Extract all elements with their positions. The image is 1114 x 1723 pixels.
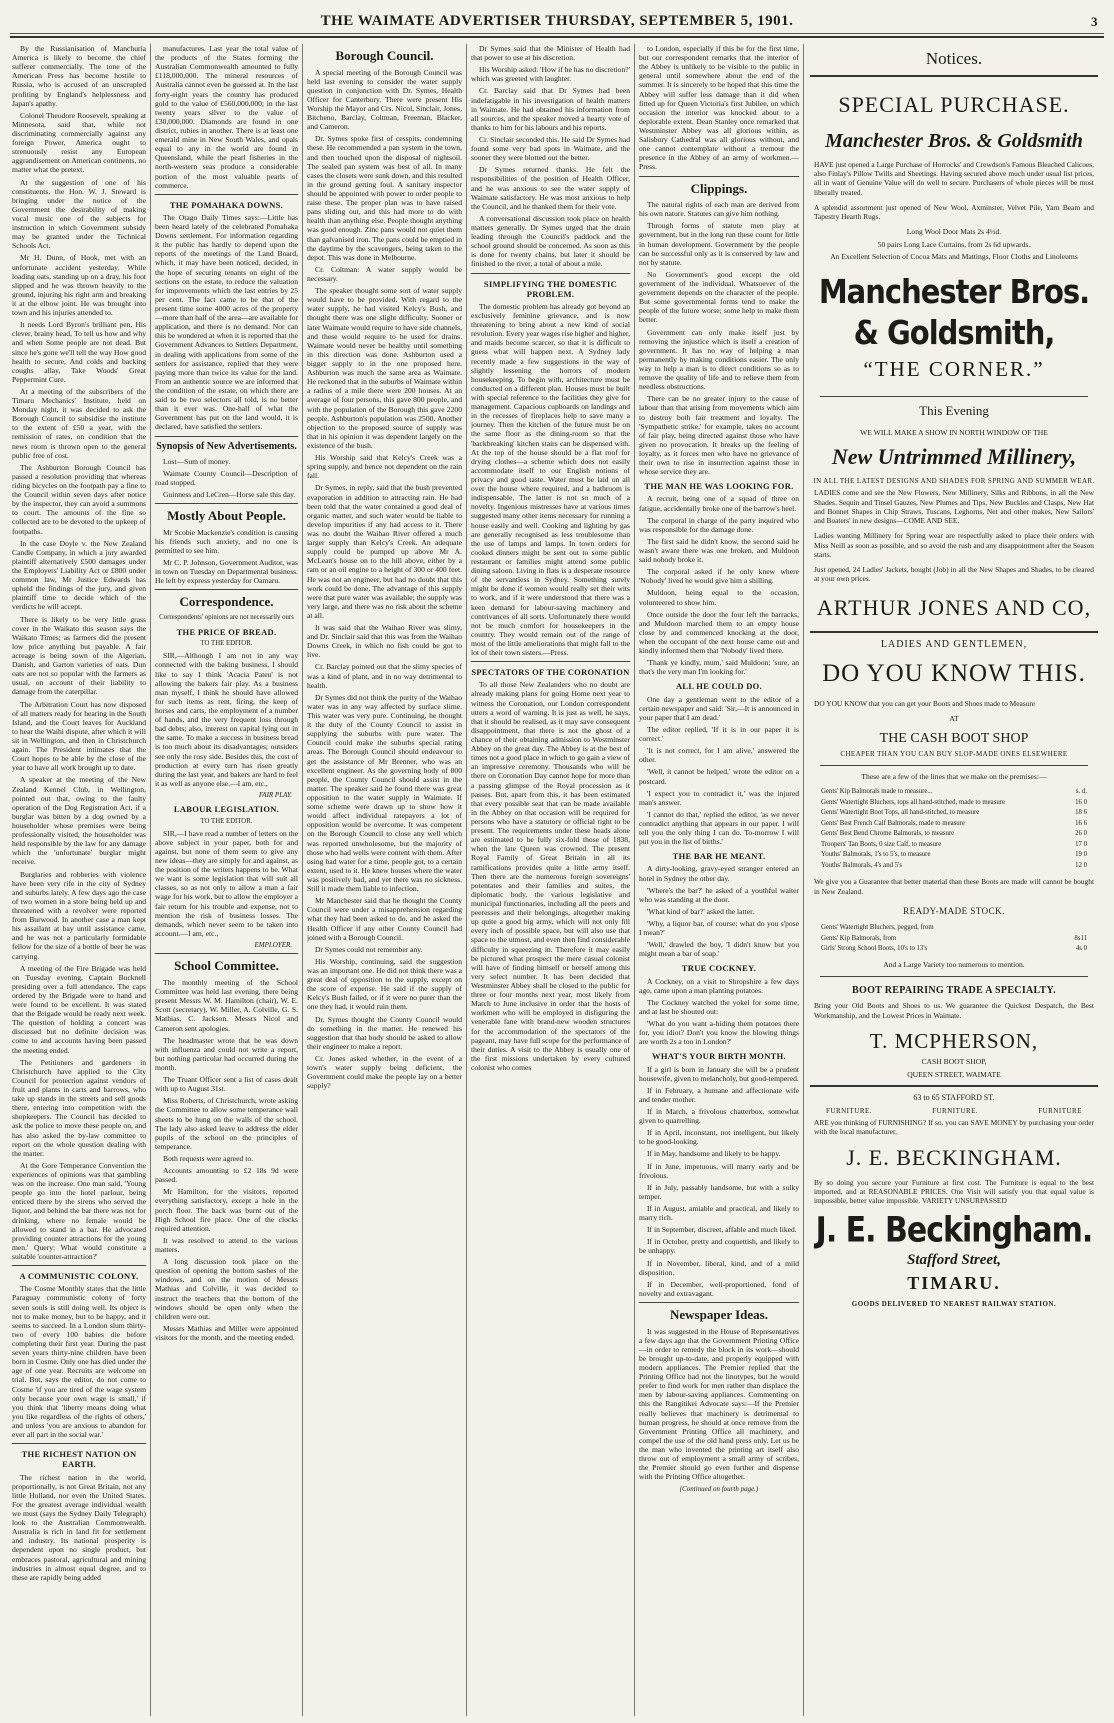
price-value: 8s11 <box>1074 934 1087 942</box>
paragraph: Dr Symes did not think the purity of the Waihao water was in any way affected by surface slime. This water was very pure. Continuing, he thought it the duty of the County Council to assist in supplying the suburbs with pure water. The Council could make the suburbs special rating areas. The Borough Council should endeavour to get the assistance of Mr Brenner, who was an excellent engineer. As the governing body of 800 people, the County Council should assist in the matter. The speaker said he found there was great opposition to the water supply in Waimate. If some scheme were drawn up to show how it would affect individual ratepayers a lot of opposition would be overcome. It was competent on the Borough Council to close any well which was reported unwholesome, but the majority of those who had wells were content with them. After using bad water for a time, people got, to a certain extent, used to it. He knew houses where the water was positively bad, and yet there was no sickness. Still it made them liable to infection. <box>307 692 462 894</box>
column-rule <box>302 44 303 1716</box>
col5-sub2-paras <box>639 695 799 847</box>
advertisements-column <box>806 44 1102 1716</box>
signature-employer: EMPLOYER. <box>254 941 292 950</box>
paragraph: Dr Symes, in reply, said that the bush prevented evaporation in addition to attracting rain. He had been told that the water contained a good deal of organic matter, and such water would be liable to develop impurities if any had access to it. There was no doubt the Waihao River offered a much larger supply than Kelcy's Creek. An adequate supply could be pumped up above Mr A. McLean's house on to the hill above, either by a ram or an oil engine to a height of 300 or 400 feet. He was not an engineer, but had no doubt that this work could be done. The advantage of this supply were that pure water was available; the supply was very large, and there was no risk about the scheme at all. <box>307 483 462 620</box>
paragraph: One day a gentleman went to the editor of a certain newspaper and said: 'Sir,—It is announced in your paper that I am dead.' <box>639 694 799 722</box>
paragraph: If in November, liberal, kind, and of a mild disposition. <box>639 1258 799 1277</box>
col2-subhead-bread: THE PRICE OF BREAD. <box>176 627 277 637</box>
divider <box>471 661 630 662</box>
paragraph: Dr Symes said that the Minister of Health had that power to use at his discretion. <box>471 44 630 63</box>
beckingham-banner: J. E. Beckingham. <box>815 1210 1093 1251</box>
price-row <box>819 923 1089 933</box>
col3-paras <box>307 68 462 1091</box>
price-item: Gents' Best Bend Chrome Balmorals, to measure <box>821 830 955 838</box>
paragraph: If in December, well-proportioned, fond of novelty and extravagant. <box>639 1279 799 1298</box>
price-value: 18 6 <box>1075 809 1087 817</box>
paragraph: Dr. Symes spoke first of cesspits, condemning these. He recommended a pan system in the town, and then touched upon the disposal of nightsoil. The sealed pan system was best of all. In many cases the closets were sunk down, and this resulted in the ground getting foul. A sanitary inspector should be appointed with power to order people to raise these. The proper plan was to have raised pans sliding out, and this had more to do with health than anything else. People thought anything was good enough. Zinc pans would not quiet them than galvanised iron. The pans could be emptied in the daytime by the scavengers, being taken to the depot. This was done in Melbourne. <box>307 134 462 262</box>
beckingham-heading: J. E. BECKINGHAM. <box>846 1145 1062 1171</box>
paragraph: Mr Hamilton, for the visitors, reported everything satisfactory, except a hole in the porch floor. The back was burnt out of the High School fire place. One of the clocks required attention. <box>155 1187 298 1233</box>
paragraph: To all those New Zealanders who no doubt are already making plans for going Home next year to witness the Coronation, our London correspondent utters a word of warning. It is just as well, he says, that it should be realised, as it may save consequent disappointment, that there is not the ghost of a chance of their obtaining admission to Westminster Abbey on the great day. The Abbey is at the best of times not a good place in which to go gain a view of an impressive ceremony. Thousands who will be there on Coronation Day cannot hope for more than a passing glimpse of the Royal procession as it passes. But, apart from this, it has been estimated that every possible seat that can be made available in the Abbey on that occasion will be required for persons who have a statutory or official right to be present. The requirements under these heads alone are estimated to be fully six-fold those of 1838, when the late Queen was crowned. The present Royal Family of Great Britain in all its ramifications provides quite a little army itself. Then there are the numerous foreign sovereigns' potentates and their families and suites, the diplomatic body, the various legislative and municipal functionaries, including all the peers and peeresses and their belongings, altogether making up quite a good big army, which will not only fill every inch of possible space, but will also use that space to the utmost, and even then find considerable difficulty in squeezing in. Therefore it may easily be pictured what prospect the mere casual colonist will have of finding himself or herself among this very select number. It has been decided that Westminster Abbey shall be closed to the public for three or four months next year, most likely from March to June inclusive in order that the hosts of workmen who will be employed in disfiguring the venerable fane with brand-new wooden structures for the accommodation of the spectators of the pageant, may have full scope for the performance of their duties. A visit to the Abbey is usually one of the first missions undertaken by every cultured colonist who comes <box>471 680 630 1072</box>
col5-paras <box>639 44 799 172</box>
to-the-editor: TO THE EDITOR. <box>200 640 253 648</box>
boot-repairing-text: Bring your Old Boots and Shoes to us. We guarantee the Quickest Despatch, the Best Workmanship, and the Lowest Prices in Waimate. <box>814 1001 1094 1020</box>
col4-subhead-coronation: SPECTATORS OF THE CORONATION <box>471 667 630 678</box>
divider <box>155 194 298 195</box>
price-table <box>819 787 1089 871</box>
paragraph: The Ashburton Borough Council has passed a resolution providing that whereas riding bicycles on the footpath pay a fine to the Council within seven days after notice by the inspector, they can avoid a summons to court. The amounts of the fine so collected are to be devoted to the upkeep of footpaths. <box>12 462 146 536</box>
col1-sub2-paras <box>12 1473 146 1582</box>
paragraph: If a girl is born in January she will be a prudent housewife, given to melancholy, but good-tempered. <box>639 1064 799 1083</box>
furniture-label: FURNITURE. <box>932 1107 979 1116</box>
paragraph: SIR,—Although I am not in any way connected with the baking business, I should like to say I think 'Acacia Pateu' is not allowing the bakers fair play. As a business man myself, I think he should have allowed for such items as rent, firing, the keep of horses and carts, the employment of a number of hands, and the very frequent loss through bad debts; also, interest on capital lying out in the same. To make a success in business bread is too much about its disadvantages; outsiders see only the rosy side. Besides this, the cost of production at every turn has risen greatly during the last year, and bakers are hard to feel it as well as anyone else.—I am, etc., <box>155 651 298 788</box>
col5-subhead-cockney: TRUE COCKNEY. <box>681 963 757 974</box>
curtains-text: 50 pairs Long Lace Curtains, from 2s 6d upwards. <box>877 239 1031 249</box>
manchester-bros-text: HAVE just opened a Large Purchase of Horrocks' and Crewdson's Famous Bleached Calicoes, also Finlay's Pillow Twills and Sheetings. Having secured above much under usual list prices, all in want of Genuine Value will do well to secure. Purchasers of whole pieces will be most liberally treated. <box>814 159 1094 197</box>
paragraph: to London, especially if this be for the first time, but our correspondent remarks that the interior of the Abbey is unlikely to be visible to the public in general until somewhere about the end of the summer. It is sincerely to be hoped that this time the Abbey will suffer less damage than it did when fitted up for Queen Victoria's first Jubilee, on which occasion the interior was knocked about to a deplorable extent. Dean Stanley once remarked that Westminster Abbey was all glorious within, as Salisbury Cathedral was all glorious without, and one cannot contemplate without a tremour the presence in the Abbey of an army of workmen.—Press. <box>639 44 799 172</box>
column-rule <box>803 44 804 1716</box>
synopsis-item: Waimate County Council—Description of road stopped. <box>155 468 298 487</box>
variety-text: And a Large Variety too numerous to mention. <box>883 960 1025 970</box>
price-row <box>819 861 1089 871</box>
paragraph: There is likely to be very little grass cover in the Waikato this season says the Waikato Times; as farmers did the present low price anything but payable. A fair acreage is being sown of the Algerian, Danish, and Garton varieties of oats. Dun oats are not so popular with the farmers as usual, on account of their liability to damage from the caterpillar. <box>12 614 146 697</box>
synopsis-item: Lost—Sum of money. <box>163 456 231 466</box>
paragraph: The Petitioners and gardeners in Christchurch have applied to the City Council for protection against vendors of fruit and plants in carts and barrows, who take up stands in the streets and sell goods there, entering into competition with the shopkeepers. The Council has decided to ask the police to move these people on, and has also asked the by-law committee to report on the whole question dealing with the matter. <box>12 1057 146 1158</box>
paragraph: The corporal asked if he only knew where 'Nobody' lived he would give him a shilling. <box>639 567 799 586</box>
paragraph: Cr. Sinclair seconded this. He said Dr Symes had found some very bad spots in Waimate, and the sooner they were blotted out the better. <box>471 134 630 163</box>
at-text: AT <box>949 714 959 724</box>
furniture-row <box>826 1107 1082 1116</box>
divider <box>471 273 630 274</box>
ad-divider <box>820 765 1088 766</box>
col2-heading-synopsis: Synopsis of New Advertisements. <box>156 440 297 452</box>
goods-delivered-text: GOODS DELIVERED TO NEAREST RAILWAY STATION. <box>851 1300 1057 1309</box>
col4-sub1-paras <box>471 302 630 657</box>
paragraph: If in August, amiable and practical, and likely to marry rich. <box>639 1204 799 1223</box>
column-rule <box>466 44 467 1716</box>
paragraph: The monthly meeting of the School Committee was held last evening, there being present Messrs W. M. Hamilton (chair), W. E. Scott (secretary), W. Miller, A. Colville, G. S. Mathias, C. Jackson. Messrs Nicol and Cameron sent apologies. <box>155 978 298 1033</box>
ad-divider <box>810 1085 1098 1087</box>
cash-boot-shop-heading: THE CASH BOOT SHOP <box>879 730 1029 746</box>
cocoa-mats-text: An Excellent Selection of Cocoa Mats and Mattings, Floor Cloths and Linoleums <box>830 252 1078 262</box>
paragraph: The Truant Officer sent a list of cases dealt with up to August 31st. <box>155 1075 298 1094</box>
col4-paras <box>471 44 630 269</box>
divider <box>12 1265 146 1266</box>
paragraph: A special meeting of the Borough Council was held last evening to consider the water supply question in conjunction with Dr. Symes, Health Officer for Canterbury. There were present His Worship the Mayor and Crs. Nicol, Sinclair, Jones, Bitcheno, Barclay, Coltman, Freeman, Blacker, and Cameron. <box>307 67 462 132</box>
ad-divider <box>810 75 1098 77</box>
price-item: Gents' Best French Calf Balmorals, made to measure <box>821 819 965 827</box>
col3-heading-borough: Borough Council. <box>335 48 434 63</box>
price-value: 4s 0 <box>1075 945 1087 952</box>
paragraph: 'Thank ye kindly, mum,' said Muldoon; 'sure, an that's the very man I'm looking for.' <box>639 658 799 677</box>
mcpherson-shop: CASH BOOT SHOP, <box>921 1057 987 1067</box>
paragraph: Mr Manchester said that he thought the County Council were under a misapprehension regarding what they had been asked to do, and he asked the Health Officer if any other County Council had joined with a Borough Council. <box>307 896 462 942</box>
price-row <box>819 798 1089 808</box>
col5-subhead-birth: WHAT'S YOUR BIRTH MONTH. <box>652 1051 786 1062</box>
continued-note: (Continued on fourth page.) <box>679 1485 759 1494</box>
latest-designs-text: IN ALL THE LATEST DESIGNS AND SHADES FOR SPRING AND SUMMER WEAR. <box>813 476 1095 485</box>
col1-subhead-communistic: A COMMUNISTIC COLONY. <box>19 1271 139 1282</box>
price-value: 19 0 <box>1075 851 1087 859</box>
paragraph: 'It is not correct, for I am alive,' answered the other. <box>639 746 799 765</box>
divider <box>155 436 298 437</box>
paragraph: 'Why, a liquor bar, of course; what do you s'pose I mean?' <box>639 919 799 938</box>
paragraph: A conversational discussion took place on health matters generally. Dr Symes urged that the drain leading through the Council's paddock and the school ground should be concerned. As soon as this is done for twenty chains, but later it should be finished to the river, a total of about a mile. <box>471 213 630 269</box>
divider <box>155 953 298 954</box>
synopsis-item: Guinness and LeCren—Horse sale this day. <box>163 489 296 499</box>
price-value: 16 0 <box>1075 798 1087 806</box>
paragraph: A meeting of the Fire Brigade was held on Tuesday evening, Captain Bucknell presiding over a full attendance. The caps ordered by the Brigade were to hand and were found to be excellent. It was stated that the Brigade would be ready next week. The question of holding a concert was discussed but no definite decision was come to and accounts having been passed the meeting ended. <box>12 963 146 1055</box>
furniture-label: FURNITURE <box>1038 1107 1082 1116</box>
price-row <box>819 850 1089 860</box>
col5-sub4-paras <box>639 977 799 1047</box>
column-3 <box>307 44 462 1716</box>
do-you-know-text: DO YOU KNOW that you can get your Boots and Shoes made to Measure <box>814 698 1036 708</box>
col2-heading-correspondence: Correspondence. <box>179 594 274 610</box>
masthead-rule <box>10 36 1104 38</box>
price-value: 17 0 <box>1075 840 1087 848</box>
boot-repairing-heading: BOOT REPAIRING TRADE A SPECIALTY. <box>852 984 1056 996</box>
masthead <box>10 10 1104 34</box>
paragraph: It needs Lord Byron's brilliant pen, His clever, brainy head, To tell us how and why and when Some people are not dead. But since he's gone we'll tell the way How good health to secure, And colds and backing coughs allay, Take Woods' Great Peppermint Cure. <box>12 320 146 384</box>
paragraph: 'Well,' drawled the boy, 'I didn't know but you might mean a bar of soap.' <box>639 940 799 959</box>
ready-made-table <box>819 923 1089 954</box>
col5-sub5-paras <box>639 1065 799 1298</box>
paragraph: Once outside the door the four left the barracks, and Muldoon marched them to an empty house close by and commenced knocking at the door, when the occupant of the next house came out and kindly informed them that 'Nobody' lived there. <box>639 609 799 656</box>
special-purchase-heading: SPECIAL PURCHASE. <box>838 92 1070 118</box>
price-item: Youths' Balmorals, 4's and 5's <box>821 861 902 869</box>
column-rule <box>150 44 151 1716</box>
price-row <box>819 819 1089 829</box>
paragraph: A long discussion took place on the question of opening the bottom sashes of the windows, and on the motion of Messrs Mathias and Colville, it was decided to instruct the teachers that the bottom of the windows should be open only when the children were out. <box>155 1257 298 1321</box>
paragraph: There can be no greater injury to the cause of labour than that arising from movements which aim to destroy both fair treatment and loyalty. The 'Sympathetic strike,' for example, takes no account of fair play, being directed against those who have given no provocation. It breaks up the feeling of loyalty, as it forces men who have no grievance of their own to rise in insurrection against those in whose service they are. <box>639 394 799 477</box>
col4-sub2-paras <box>471 680 630 1072</box>
divider <box>155 589 298 590</box>
paragraph: A dirty-looking, gravy-eyed stranger entered an hotel in Sydney the other day. <box>639 864 799 883</box>
paragraph: Muldoon, being equal to the occasion, volunteered to show him. <box>639 588 799 607</box>
paragraph: The Cockney watched the yokel for some time, and at last he shouted out: <box>639 997 799 1016</box>
paragraph: Dr Symes returned thanks. He felt the responsibilities of the position of Health Officer, and he was anxious to see the water supply of Waimate satisfactory. He was most anxious to help the Council, and he thanked them for their vote. <box>471 165 630 211</box>
mcpherson-street: QUEEN STREET, WAIMATE <box>907 1069 1001 1079</box>
col1-subhead-richest: THE RICHEST NATION ON EARTH. <box>21 1449 137 1470</box>
paragraph: The Otago Daily Times says:—Little has been heard lately of the celebrated Pomahaka Downs settlement. For information regarding it the public has hardly to depend upon the reports of the meetings of the Land Board, which, it may have been noticed, decided, in the hope of securing tenants on eight of the sections on the estate, to reduce the valuation for improvements which the last entries by 25 per cent. The fact came to be that of the present time some 4000 acres of the property—more than half of the area—are available for application, and there is no demand. Nor can this be wondered at when it is reported that the Government Advances to Settlers Department, in dealing with applications from some of the settlers for assistance, replied that they were paying more than twice its value for the land. From an authentic source we are informed that the condition of the estate, on which there are said to be two selectors all told, is no better than it ever was. One-half of what the Government has put on the land would, it is declared, have satisfied the settlers. <box>155 212 298 432</box>
paragraph: Cr. Coltman: A water supply would be necessary. <box>307 264 462 283</box>
manchester-bros-banner: Manchester Bros. & Goldsmith, <box>818 271 1090 353</box>
price-value: s. d. <box>1075 788 1087 796</box>
col5-subhead-all: ALL HE COULD DO. <box>675 681 763 692</box>
paragraph: The editor replied, 'If it is in our paper it is correct.' <box>639 724 799 744</box>
paragraph: His Worship, continuing, said the suggestion was an important one. He did not think there was a great deal of opposition to the supply, except on the score of expense. He said if the supply of Kelcy's Bush failed, or if it were no purer than the one they had, it would ruin them. <box>307 956 462 1012</box>
col5-heading-newspaper: Newspaper Ideas. <box>670 1307 768 1322</box>
price-row <box>819 808 1089 818</box>
paragraph: A Cockney, on a visit to Shropshire a few days ago, came upon a man planting potatoes. <box>639 976 799 995</box>
ready-made-heading: READY-MADE STOCK. <box>903 905 1005 916</box>
price-value: 26 0 <box>1075 830 1087 838</box>
paragraph: The Arbitration Court has now disposed of all matters ready for hearing in the South Island, and the Court leaves for Auckland to hear the Waihi dispute, after which it will sit in Wellington, and then in Christchurch again. The President intimates that the Court hopes to be able by the close of the year to have all work brought up to date. <box>12 699 146 773</box>
paragraph: Cr. Jones asked whether, in the event of a town's water supply being deficient, the Government could make the people lay on a better supply? <box>307 1053 462 1091</box>
col1-paras <box>12 44 146 1261</box>
paragraph: 'What kind of bar?' asked the latter. <box>647 906 755 916</box>
paragraph: Mr C. P. Johnson, Government Auditor, was in town on Tuesday on Departmental business. He left by express yesterday for Oamaru. <box>155 557 298 586</box>
paragraph: If in July, passably handsome, but with a sulky temper. <box>639 1182 799 1201</box>
do-you-know-heading: DO YOU KNOW THIS. <box>822 659 1086 687</box>
correspondence-note: Correspondents' opinions are not necessarily ours <box>159 613 294 621</box>
lines-intro: These are a few of the lines that we make on the premises:— <box>861 771 1047 781</box>
paragraph: The corporal in charge of the party inquired who was responsible for the damage done. <box>639 515 799 534</box>
ad-divider <box>820 396 1088 397</box>
col2-heading-school: School Committee. <box>174 958 279 974</box>
price-row <box>819 829 1089 839</box>
paragraph: 'I cannot do that,' replied the editor, 'as we never contradict anything that appears in our paper. I will tell you the only thing I can do. To-morrow I will put you in the list of births.' <box>639 809 799 847</box>
paragraph: The speaker thought some sort of water supply would have to be provided. With regard to the water supply, he had visited Kelcy's Bush, and thought there was one slight difficulty. Sooner or later Waimate would require to have side channels, and these would require to be used for drains. Waimate would never be healthy until something in this direction was done. Ashburton used a bigger supply to in the one proposed here. Ashburton was much the same area as Waimate. He reckoned that in the suburbs of Waimate within a radius of a mile there were 200 houses. At an average of four persons, this gave 800 people, and with the population of the Borough this gave 2200 people. Ashburton's population was 2500. Another objection to the proposed source of supply was that in his opinion it was dependent largely on the existence of the bush. <box>307 286 462 450</box>
paragraph: By the Russianisation of Manchuria America is likely to become the chief sufferer commercially. The tone of the American Press has become hostile to Russia, who is accused of an unscrupled profiting by England's helplessness and Japan's apathy. <box>12 44 146 108</box>
masthead-title: THE WAIMATE ADVERTISER THURSDAY, SEPTEMBER 5, 1901. <box>320 13 794 29</box>
paragraph: Government can only make itself just by removing the injustice which is itself a creation of government. It has no way of helping a man permanently by making conditions easier. The only way to help a man is to direct conditions so as to remove the quality of life and to relieve them from needless obstructions. <box>639 327 799 392</box>
price-item: Gents' Watertight Bluchers, pegged, from <box>821 924 934 932</box>
stafford-street: Stafford Street, <box>907 1252 1001 1269</box>
manchester-bros-heading: Manchester Bros. & Goldsmith <box>825 129 1083 152</box>
col5-clip-paras <box>639 200 799 476</box>
ladies-millinery-note: Ladies wanting Millinery for Spring wear are respectfully asked to place their orders with Miss Neill as soon as possible, and so avoid the rush and any disappointment after the Season starts. <box>814 531 1094 559</box>
page-number: 3 <box>1091 13 1098 29</box>
ad-divider <box>810 631 1098 633</box>
column-1 <box>12 44 146 1716</box>
paragraph: Through forms of statute men play at government, but in the long run these count for little in human development. Government by the people can be successful only as it is conserved by law and not by statute. <box>639 221 799 267</box>
divider <box>639 176 799 177</box>
ladies-gentlemen-heading: LADIES AND GENTLEMEN, <box>880 639 1028 651</box>
col5-news-paras <box>639 1327 799 1482</box>
paragraph: The richest nation in the world, proportionally, is not Great Britain, not any little Holland, nor even the United States. For the greatest average individual wealth we must (says the Sydney Daily Telegraph) look to the Australian Commonwealth. Australia is rich in land fit for settlement and industry. Its national prosperity is dependent upon no single product, but embraces pastoral, agricultural and mining industries in almost equal degree, and to these are rapidly being added <box>12 1472 146 1582</box>
paragraph: Dr Symes could not remember any. <box>315 944 423 954</box>
rugs-text: A splendid assortment just opened of New Wool, Axminster, Velvet Pile, Yarn Beam and Tapestry Hearth Rugs. <box>814 202 1094 221</box>
paragraph: If in April, inconstant, not intelligent, but likely to be good-looking. <box>639 1128 799 1147</box>
the-corner-heading: “THE CORNER.” <box>863 357 1045 382</box>
paragraph: Dr. Symes thought the County Council would do something in the matter. He renewed his suggestion that that body should be asked to allow their engineer to make a report. <box>307 1014 462 1051</box>
north-window-text: WE WILL MAKE A SHOW IN NORTH WINDOW OF THE <box>860 427 1048 437</box>
guarantee-text: We give you a Guarantee that better material than these Boots are made will cannot be bought in New Zealand. <box>814 877 1094 896</box>
col2-school-paras <box>155 978 298 1342</box>
paragraph: His Worship asked: 'How if he has no discretion?' which was greeted with laughter. <box>471 65 630 84</box>
paragraph: In the case Doyle v. the New Zealand Candle Company, in which a jury awarded plaintiff alternatively £500 damages under the Employers' Liability Act or £800 under common law, Mr Justice Edwards has upheld the findings of the jury, and given plaintiff time to decide which of the verdicts he will accept. <box>12 538 146 612</box>
col2-paras <box>155 44 298 190</box>
price-value: 12 0 <box>1075 861 1087 869</box>
paragraph: It was resolved to attend to the various matters. <box>155 1235 298 1254</box>
ad-divider <box>820 976 1088 977</box>
paragraph: manufactures. Last year the total value of the products of the States forming the Australian Commonwealth amounted to fully £118,000,000. The mineral resources of Australia cannot even be guessed at. In the last forty-eight years the country has produced gold to the value of £560,000,000; in the last twenty years silver to the value of £30,000,000. Diamonds are found in one district, rubies in another. There is at least one emerald mine in New South Wales, and opals equal to any in the world are found in Queensland, while the pearl fisheries in the north-western seas produce a considerable portion of the most valuable pearls of commerce. <box>155 44 298 190</box>
paragraph: His Worship said that Kelcy's Creek was a spring supply, and hence not dependent on the rain fall. <box>307 453 462 481</box>
col5-subhead-man: THE MAN HE WAS LOOKING FOR. <box>644 481 794 492</box>
price-item: Gents' Watertight Bluchers, tops all hand-stitched, made to measure <box>821 798 1006 806</box>
paragraph: 'I expect you to contradict it,' was the injured man's answer. <box>639 788 799 807</box>
price-item: Youths' Balmorals, 1's to 5's, to measure <box>821 851 931 859</box>
paragraph: The headmaster wrote that he was down with influenza and could not write a report, but nothing particular had occurred during the month. <box>155 1035 298 1072</box>
price-value <box>1049 923 1089 933</box>
this-evening-heading: This Evening <box>919 403 989 419</box>
col1-sub1-paras <box>12 1284 146 1439</box>
paragraph: The Cosme Monthly states that the little Paraguay communistic colony of forty seven souls is still doing well. Its object is not to make money, but to be happy, and it seems to succeed. In a London slum thirty-two of every 100 babies die before completing their first year. During the past seven years thirty-nine children have been born in Cosme. Only one has died under the age of one year. Recruits are welcome on trial. But, says the editor, do not come to Cosme 'if you are tired of the wage system only because your own wage is small,' if you think that 'liberty means doing what you like regardless of the rights of others,' and unless 'you are anxious to abandon for ever all part in the social war.' <box>12 1284 146 1440</box>
paragraph: Cr. Barclay said that Dr Symes had been indefatigable in his investigation of health matters in Waimate. He had obtained his information from all sources, and the speaker moved a hearty vote of thanks to him for his labours and his reports. <box>471 86 630 132</box>
door-mats-text: Long Wool Door Mats 2s 4½d. <box>906 227 1002 237</box>
paragraph: The first said he didn't know, the second said he wasn't aware there was one broken, and Muldoon said nobody broke it. <box>639 536 799 565</box>
stafford-address: 63 to 65 STAFFORD ST. <box>913 1093 995 1103</box>
paragraph: The domestic problem has already got beyond an exclusively feminine grievance, and is now threatening to bring about a new kind of social revolution. Every year wages rise higher and higher, and maids become scarcer, so that it is difficult to guess what will happen next. A Sydney lady recently made a few suggestions in the way of slightly lessening the horrors of modern housekeeping. To begin with, architecture must be conducted on a different plan. Houses must be built with special reference to the facilities they give for management. Capacious cupboards on landings and in the recesses of fireplaces help to save many a journey. Then the kitchen of the future must be on the same floor as the dining-room so that the 'backbreaking' kitchen stairs can be dispensed with. At the top of the house should be a flat roof for drying clothes—a scheme which does not easily accommodate itself to our English notions of privacy and good taste. Water must be laid on all over the house where required, and a bathroom is indispensable. The latter is not so much of a novelty. Ingenious mistresses have at various times suggested many other items necessary for running a house easily and well. Cooking and lighting by gas are generally recognised as less troublesome than the use of lamps and lamps. In town orders for cooked dinners might be sent out to some public restaurant or families might attend some public dining saloon. Living in flats is a desperate resource of the servantless in Sydney. Something surely might be done if women would really set their wits to work, and if it were understood that there was a keen demand for labour-saving machinery and contrivances of all sorts. Unfortunately there would not be much comfort for housekeepers in the country. They would remain out of the range of most of the little ameliorations that might fall to the lot of their town sisters.—Press. <box>471 301 630 658</box>
paragraph: 'Well, it cannot be helped,' wrote the editor on a postcard. <box>639 767 799 786</box>
jackets-text: Just opened, 24 Ladies' Jackets, bought (Job) in all the New Shapes and Shades, to be cleared at your own prices. <box>814 565 1094 584</box>
paragraph: It was suggested in the House of Representatives a few days ago that the Government Printing Office—in order to remedy the block in its work—should be brought up-to-date, and properly equipped with modern appliances. The Premier replied that the Printing Office had not the linotypes, but he would prefer to find work for men rather than displace the men by labour-saving appliances. Commenting on this the Rangitikei Advocate says:—If the Premier really believes that machinery is detrimental to human progress, he should at once remove from the Government Printing Office all machinery, and compel the use of the old hand press only. Let us be the man who invented the printing art itself also throw out of employment a small army of scribes, the Premier should go even further and dispense with the Printing Office altogether. <box>639 1326 799 1482</box>
price-row <box>819 840 1089 850</box>
col5-sub1-paras <box>639 494 799 676</box>
paragraph: Cr. Barclay pointed out that the slimy species of was a kind of plant, and in no way detrimental to health. <box>307 662 462 690</box>
paragraph: A recruit, being one of a squad of three on fatigue, accidentally broke one of the barrow's heel. <box>639 494 799 513</box>
signature-fair-play: FAIR PLAY. <box>258 790 292 799</box>
paragraph: At a meeting of the subscribers of the Timaru Mechanics' Institute, held on Monday night, it was decided to ask the Borough Council to subsidise the institute to the extent of £50 a year, with the remission of rates, on condition that the news room is thrown open to the general public free of cost. <box>12 386 146 460</box>
col2-ads-list <box>155 457 298 499</box>
paragraph: Mr Scobie Mackenzie's condition is causing his friends such anxiety, and no one is permitted to see him. <box>155 527 298 555</box>
column-rule <box>634 44 635 1716</box>
paragraph: Mr H. Dunn, of Hook, met with an unfortunate accident yesterday. While loading oats, standing up on a dray, his foot slipped and he was thrown heavily to the ground, injuring his right arm and breaking it at the elbow joint. He was brought into town and his injuries attended to. <box>12 253 146 318</box>
paragraph: It was said that the Waihao River was slimy, and Dr. Sinclair said that this was from the Waihao Downs Creek, in which no fish could be got to live. <box>307 623 462 660</box>
arthur-jones-heading: ARTHUR JONES AND CO, <box>816 594 1092 620</box>
col2-bread-paras <box>155 651 298 788</box>
paragraph: Miss Roberts, of Christchurch, wrote asking the Committee to allow some temperance wall sheets to be hung on the walls of the school. The lady also asked leave to address the elder pupils of the school on the principles of temperance. <box>155 1096 298 1151</box>
furniture-label: FURNITURE. <box>826 1107 873 1116</box>
paragraph: If in September, discreet, affable and much liked. <box>647 1225 797 1235</box>
divider <box>12 1443 146 1444</box>
notices-heading: Notices. <box>925 49 983 68</box>
paragraph: Accounts amounting to £2 18s 9d were passed. <box>155 1166 298 1185</box>
paragraph: 'Where's the bar?' he asked of a youthful waiter who was standing at the door. <box>639 885 799 904</box>
paragraph: No Government's good except the old government of the individual. Whatsoever of the government depends on the character of the people. But some governmental forms tend to make the people of the future worse; some help to make them better. <box>639 269 799 325</box>
divider <box>155 503 298 504</box>
price-row <box>819 944 1089 954</box>
col5-sub3-paras <box>639 864 799 958</box>
beckingham-text: By so doing you secure your Furniture at first cost. The Furniture is equal to the best imported, and at REASONABLE PRICES. One Visit will satisfy you that equal value is impossible, better value impossible. VARIETY UNSURPASSED <box>814 1177 1094 1206</box>
col2-heading-people: Mostly About People. <box>167 508 286 523</box>
price-item: Girls' Strong School Boots, 10's to 13's <box>821 945 928 952</box>
column-4 <box>471 44 630 1716</box>
paragraph: Both requests were agreed to. <box>163 1153 254 1163</box>
price-item: Gents' Kip Balmorals made to measure... <box>821 788 933 796</box>
divider <box>639 1302 799 1303</box>
col2-labour-paras <box>155 829 298 938</box>
paragraph: If in May, handsome and likely to be happy. <box>647 1149 781 1159</box>
paragraph: SIR,—I have read a number of letters on the above subject in your paper, both for and against, but none of them seem to give any new ideas—they are simply for and against, as the position of the writers happens to be. What we want is some legislation that will suit all classes, so as not only to allow a man a fair wage for his work, but to allow the employer a fair return for his trouble and expense, not to mention the risk of business losses. The demands, which never seem to be taken into account.—I am, etc., <box>155 828 298 938</box>
mcpherson-heading: T. MCPHERSON, <box>869 1028 1039 1053</box>
to-the-editor: TO THE EDITOR. <box>200 817 253 825</box>
price-item: Gents' Kip Balmorals, from <box>821 934 897 942</box>
cheaper-text: CHEAPER THAN YOU CAN BUY SLOP-MADE ONES ELSEWHERE <box>840 750 1068 759</box>
price-item: Troopers' Tan Boots, 0 size Calf, to measure <box>821 840 942 848</box>
paragraph: The natural rights of each man are derived from his own nature. Statutes can give him nothing. <box>639 200 799 219</box>
col2-subhead-labour: LABOUR LEGISLATION. <box>173 804 280 815</box>
furnishing-text: ARE you thinking of FURNISHING? If so, you can SAVE MONEY by purchasing your order with the local manufacturer, <box>814 1117 1094 1137</box>
price-row <box>819 934 1089 944</box>
paragraph: Messrs Mathias and Miller were appointed visitors for the month, and the meeting ended. <box>155 1323 298 1342</box>
paragraph: Burglaries and robberies with violence have been very rife in the city of Sydney and suburbs lately. A few days ago the case of two women in a store being held up and threatened with a revolver were reported from Burwood. In another case a man kept his assailant at bay until assistance came, and he was not a particularly formidable fellow for the size of a bottle of beer he was carrying. <box>12 869 146 961</box>
price-item: Gents' Watertight Boot Tops, all hand-stitched, to measure <box>821 809 980 817</box>
column-5 <box>639 44 799 1716</box>
paragraph: If in June, impetuous, will marry early and be frivolous. <box>639 1161 799 1180</box>
price-value: 16 6 <box>1075 819 1087 827</box>
col5-heading-clippings: Clippings. <box>690 180 748 196</box>
col2-people-paras <box>155 528 298 586</box>
timaru-text: TIMARU. <box>907 1272 1001 1293</box>
paragraph: If in March, a frivolous chatterbox, somewhat given to quarrelling. <box>639 1107 799 1126</box>
paragraph: At the Gore Temperance Convention the experiences of opinions was that gambling was on the increase. One man said, 'Young people go into the hotel parlour, being enticed there by the sirens who served the liquor, and behind the bar there was not for drinking, where no female would be allowed to stand in a bar. He advocated providing counter attractions for the young men.' Query: What would constitute a suitable 'counter-attraction?' <box>12 1160 146 1261</box>
ladies-flowers-text: LADIES come and see the New Flowers, New Millinery, Silks and Ribbons, in all the New Shades. Sequin and Tinsel Gauzes, New Plumes and Tips, New Buckles and Clasps, New Hat and Bonnet Shapes in Chip Straws, Tuscans, Leghorns, Net and other makes, New Sailors' and Boaters' in new designs—COME AND SEE. <box>814 488 1094 526</box>
paragraph: 'What do you want a-hiding them potatoes there for, you idiot? Don't you know the blowing things are worth 2s a too in London?' <box>639 1019 799 1047</box>
paragraph: At the suggestion of one of his constituents, the Hon. W. J. Steward is bringing under the notice of the Government the desirability of making vocal music one of the subjects for instruction in which Government subsidy may be granted under the Technical Schools Act. <box>12 177 146 251</box>
col4-subhead-domestic: SIMPLIFYING THE DOMESTIC PROBLEM. <box>483 278 618 299</box>
col2-sub1-paras <box>155 213 298 432</box>
column-2 <box>155 44 298 1716</box>
paragraph: If in October, pretty and coquettish, and likely to be unhappy. <box>639 1237 799 1256</box>
paragraph: If in February, a humane and affectionate wife and tender mother. <box>639 1085 799 1104</box>
price-row <box>819 787 1089 797</box>
paragraph: A speaker at the meeting of the New Zealand Kennel Club, in Wellington, pointed out that, owing to the faulty operation of the Dog Registration Act, if a burglar was bitten by a dog owned by a householder whose premises were being professionally visited, the householder was held responsible by the law for any damage which the 'unfortunate' burglar might receive. <box>12 775 146 867</box>
paragraph: Colonel Theodore Roosevelt, speaking at Minnesota, said that, while not discriminating commercially against any foreign Power, America ought to strenuously resist any European aggrandisement on American continents, no matter what the pretext. <box>12 110 146 175</box>
col5-subhead-bar: THE BAR HE MEANT. <box>672 851 766 862</box>
millinery-heading: New Untrimmed Millinery, <box>831 444 1077 470</box>
col2-subhead-pomahaka: THE POMAHAKA DOWNS. <box>169 199 284 210</box>
